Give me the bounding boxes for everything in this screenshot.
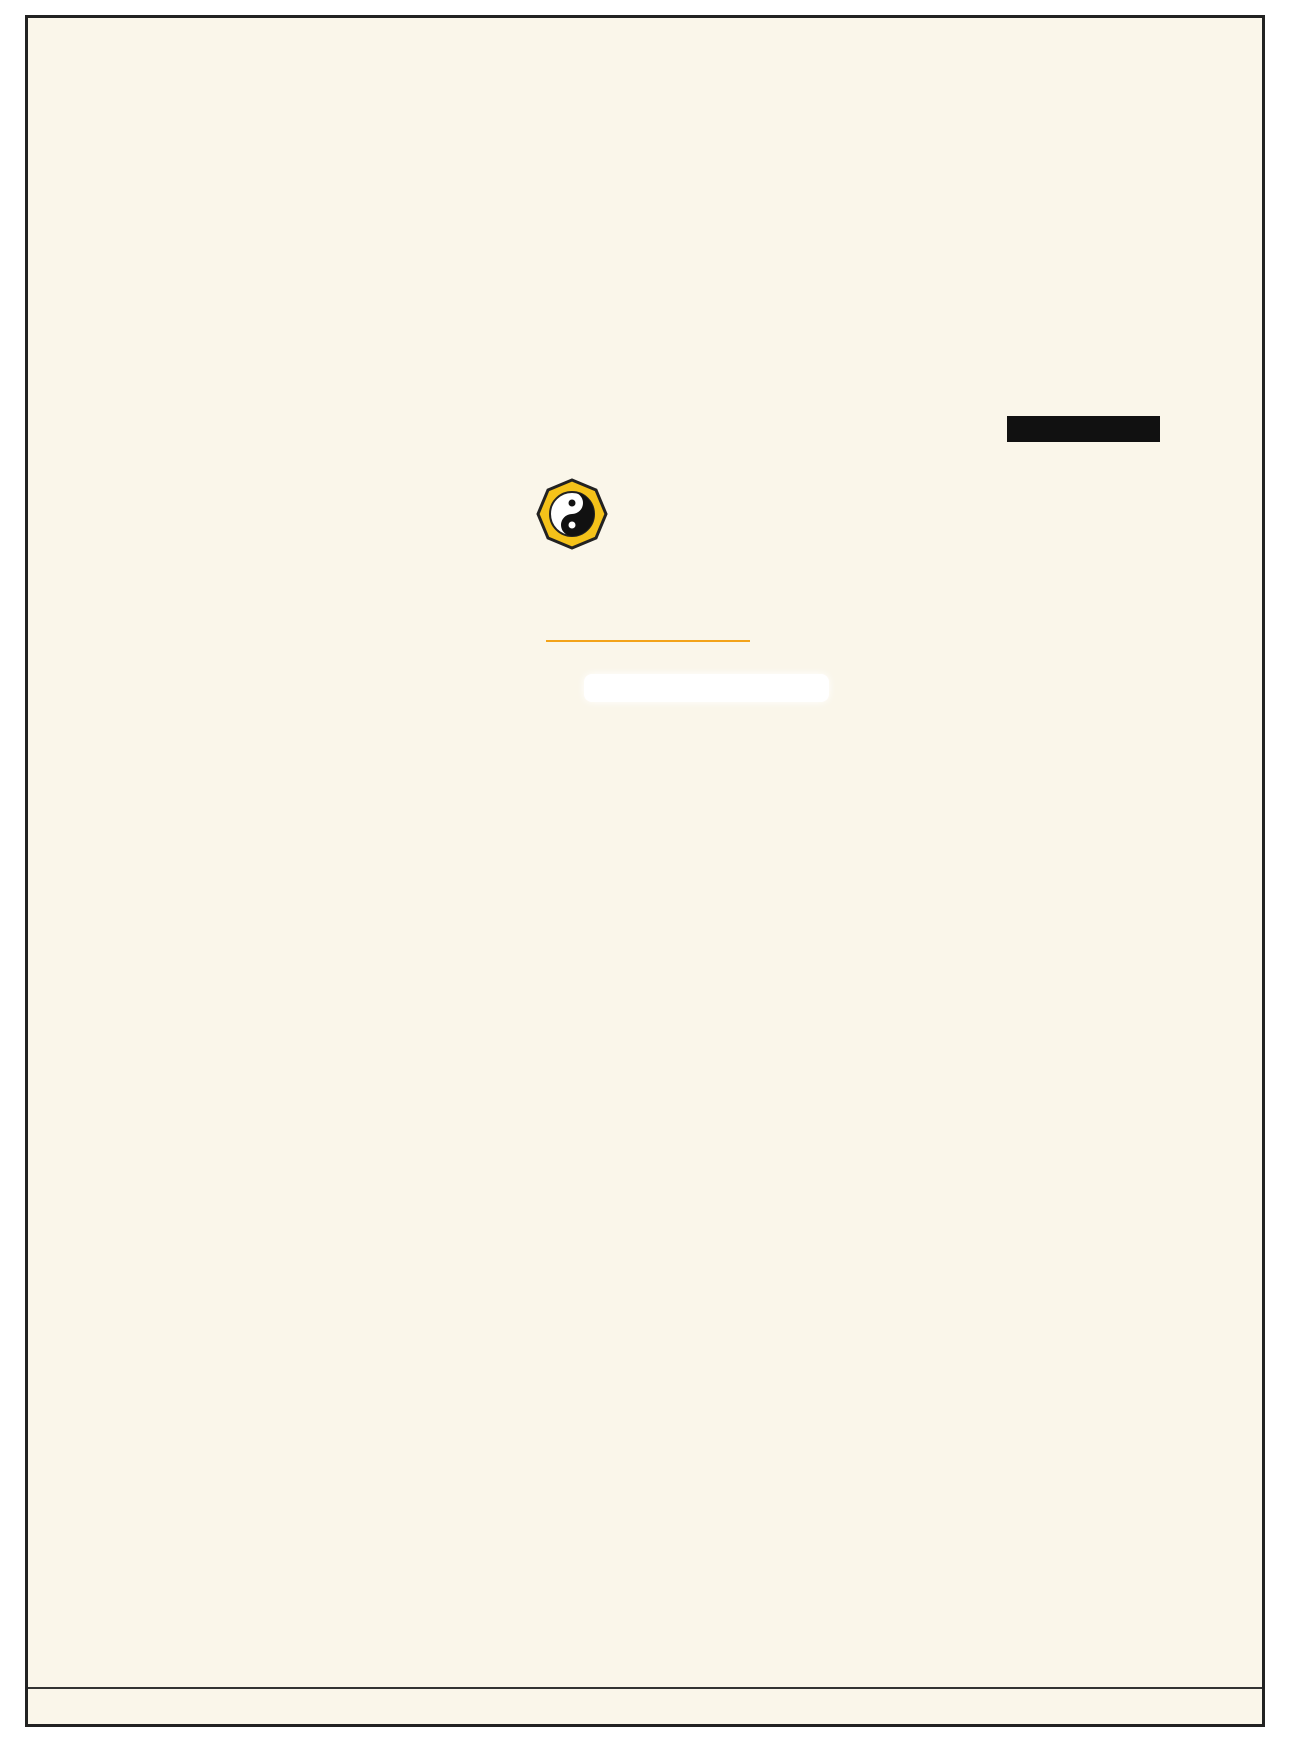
tuan-triet-badge: [1007, 416, 1160, 442]
legend-bar: [28, 1687, 1262, 1724]
center-info-panel: [336, 446, 957, 1311]
url-underline: [546, 640, 750, 642]
yin-yang-logo-icon: [530, 476, 762, 560]
tuvi-chart: [25, 15, 1265, 1727]
site-logo[interactable]: [530, 476, 762, 560]
name-redaction: [584, 674, 829, 702]
